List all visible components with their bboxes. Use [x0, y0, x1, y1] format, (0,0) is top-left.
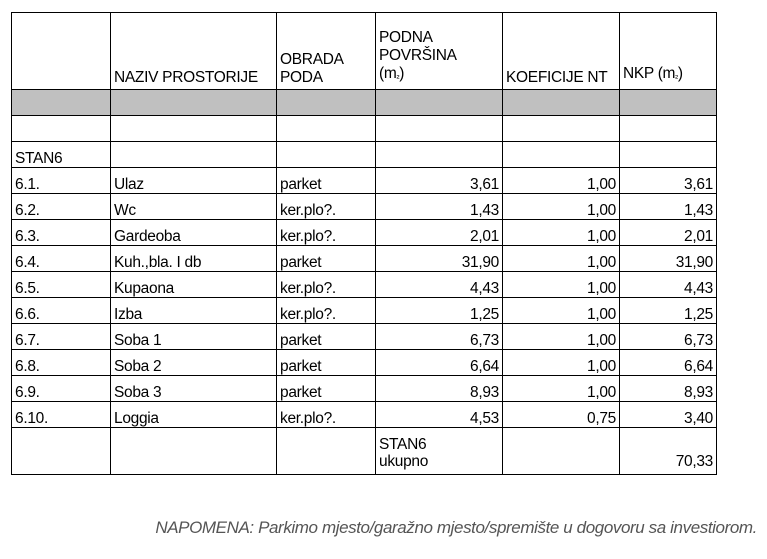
room-coef: 1,00: [503, 246, 620, 272]
room-floor: parket: [277, 168, 376, 194]
header-row: [12, 13, 717, 90]
room-floor: parket: [277, 350, 376, 376]
blank-row: [12, 116, 717, 142]
table-row: [12, 246, 717, 272]
room-name: Kuh.,bla. I db: [111, 246, 277, 272]
header-area: [376, 13, 503, 90]
room-code: 6.3.: [12, 220, 111, 246]
room-coef: 1,00: [503, 168, 620, 194]
room-area: 8,93: [376, 376, 503, 402]
header-area-unit-sub: ²: [396, 73, 400, 83]
room-floor: parket: [277, 376, 376, 402]
room-nkp: 2,01: [620, 220, 717, 246]
room-nkp: 3,61: [620, 168, 717, 194]
room-floor: ker.plo?.: [277, 220, 376, 246]
header-area-unit: (m: [379, 65, 397, 82]
table-row: [12, 402, 717, 428]
rooms-table: [11, 12, 717, 475]
room-area: 31,90: [376, 246, 503, 272]
room-code: 6.9.: [12, 376, 111, 402]
room-code: 6.10.: [12, 402, 111, 428]
header-floor: OBRADA PODA: [277, 13, 376, 90]
room-floor: ker.plo?.: [277, 402, 376, 428]
room-nkp: 1,43: [620, 194, 717, 220]
room-name: Wc: [111, 194, 277, 220]
room-rows: [12, 168, 717, 428]
room-code: 6.4.: [12, 246, 111, 272]
section-row: [12, 142, 717, 168]
table-row: [12, 298, 717, 324]
total-row: [12, 428, 717, 475]
total-nkp: 70,33: [620, 428, 717, 475]
room-code: 6.8.: [12, 350, 111, 376]
header-area-label: PODNA POVRŠINA: [379, 29, 457, 64]
room-code: 6.1.: [12, 168, 111, 194]
room-name: Izba: [111, 298, 277, 324]
total-label-line1: STAN6: [379, 436, 427, 453]
room-area: 4,43: [376, 272, 503, 298]
table-row: [12, 194, 717, 220]
header-name: NAZIV PROSTORIJE: [111, 13, 277, 90]
room-nkp: 6,64: [620, 350, 717, 376]
room-area: 6,73: [376, 324, 503, 350]
room-name: Ulaz: [111, 168, 277, 194]
room-name: Loggia: [111, 402, 277, 428]
table-row: [12, 220, 717, 246]
room-coef: 1,00: [503, 194, 620, 220]
room-floor: parket: [277, 246, 376, 272]
table-row: [12, 350, 717, 376]
table-row: [12, 324, 717, 350]
room-code: 6.7.: [12, 324, 111, 350]
room-area: 2,01: [376, 220, 503, 246]
room-area: 1,43: [376, 194, 503, 220]
room-code: 6.2.: [12, 194, 111, 220]
room-nkp: 4,43: [620, 272, 717, 298]
room-name: Soba 2: [111, 350, 277, 376]
header-coef: KOEFICIJE NT: [503, 13, 620, 90]
room-coef: 0,75: [503, 402, 620, 428]
room-nkp: 8,93: [620, 376, 717, 402]
room-name: Soba 1: [111, 324, 277, 350]
room-code: 6.5.: [12, 272, 111, 298]
header-nkp-close: ): [677, 65, 683, 82]
room-name: Gardeoba: [111, 220, 277, 246]
room-coef: 1,00: [503, 298, 620, 324]
gray-spacer-row: [12, 90, 717, 116]
room-nkp: 31,90: [620, 246, 717, 272]
room-nkp: 6,73: [620, 324, 717, 350]
header-nkp: [620, 13, 717, 90]
room-floor: ker.plo?.: [277, 298, 376, 324]
footnote: NAPOMENA: Parkimo mjesto/garažno mjesto/spremište u dogovoru sa investiorom.: [155, 518, 757, 537]
room-name: Soba 3: [111, 376, 277, 402]
header-nkp-sub: ²: [675, 73, 678, 83]
total-label: [376, 428, 503, 475]
room-coef: 1,00: [503, 272, 620, 298]
room-nkp: 1,25: [620, 298, 717, 324]
header-area-unit-close: ): [399, 65, 405, 82]
table-row: [12, 272, 717, 298]
table-row: [12, 168, 717, 194]
header-code: [12, 13, 111, 90]
header-nkp-label: NKP (m: [623, 65, 676, 82]
room-area: 1,25: [376, 298, 503, 324]
room-floor: ker.plo?.: [277, 272, 376, 298]
room-coef: 1,00: [503, 220, 620, 246]
room-coef: 1,00: [503, 350, 620, 376]
room-nkp: 3,40: [620, 402, 717, 428]
section-label: STAN6: [12, 142, 111, 168]
room-coef: 1,00: [503, 376, 620, 402]
room-coef: 1,00: [503, 324, 620, 350]
total-label-line2: ukupno: [379, 453, 429, 470]
room-code: 6.6.: [12, 298, 111, 324]
room-area: 4,53: [376, 402, 503, 428]
room-area: 6,64: [376, 350, 503, 376]
room-area: 3,61: [376, 168, 503, 194]
table-row: [12, 376, 717, 402]
room-name: Kupaona: [111, 272, 277, 298]
room-floor: ker.plo?.: [277, 194, 376, 220]
room-floor: parket: [277, 324, 376, 350]
